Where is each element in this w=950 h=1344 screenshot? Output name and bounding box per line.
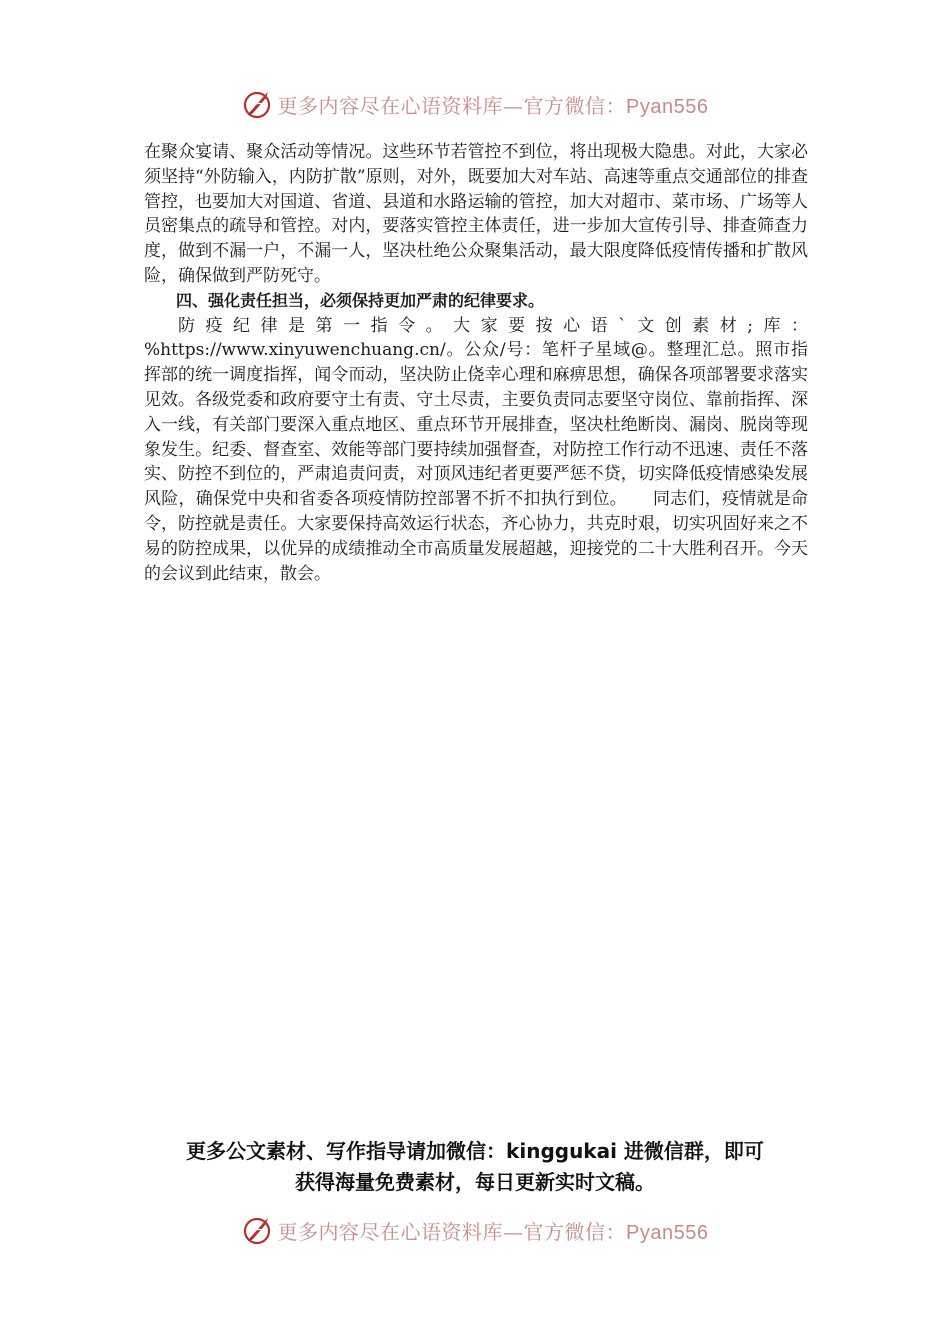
footer-banner-text	[278, 1216, 709, 1245]
header-banner-label: 更多内容尽在心语资料库—官方微信：	[277, 93, 627, 118]
pen-circle-logo-icon	[242, 1214, 274, 1246]
footer-note	[120, 1136, 830, 1198]
section-heading-4: 四、强化责任担当，必须保持更加严肃的纪律要求。	[176, 290, 545, 310]
footer-note-line-2: 获得海量免费素材，每日更新实时文稿。	[295, 1170, 655, 1194]
footer-banner-label: 更多内容尽在心语资料库—官方微信：	[277, 1219, 627, 1244]
paragraph-1: 在聚众宴请、聚众活动等情况。这些环节若管控不到位，将出现极大隐患。对此，大家必须坚持“外防输入，内防扩散”原则，对外，既要加大对车站、高速等重点交通部位的排查管控，也要加大对国道、省道、县道和水路运输的管控，加大对超市、菜市场、广场等人员密集点的疏导和管控。对内，要落实管控主体责任，进一步加大宣传引导、排查筛查力度，做到不漏一户，不漏一人，坚决杜绝公众聚集活动，最大限度降低疫情传播和扩散风险，确保做到严防死守。	[144, 142, 808, 286]
header-banner-text	[278, 90, 709, 119]
document-body	[144, 140, 808, 586]
footer-banner	[0, 1210, 950, 1250]
header-banner	[0, 84, 950, 124]
pen-circle-logo-icon	[242, 88, 274, 120]
paragraph-2: 防疫纪律是第一指令。大家要按心语`文创素材;库：%https://www.xinyuwenchuang.cn/。公众/号：笔杆子星域@。整理汇总。照市指挥部的统一调度指挥，闻令而动，坚决防止侥幸心理和麻痹思想，确保各项部署要求落实见效。各级党委和政府要守土有责、守土尽责，主要负责同志要坚守岗位、靠前指挥、深入一线，有关部门要深入重点地区、重点环节开展排查，坚决杜绝断岗、漏岗、脱岗等现象发生。纪委、督查室、效能等部门要持续加强督查，对防控工作行动不迅速、责任不落实、防控不到位的，严肃追责问责，对顶风违纪者更要严惩不贷，切实降低疫情感染发展风险，确保党中央和省委各项疫情防控部署不折不扣执行到位。 同志们，疫情就是命令，防控就是责任。大家要保持高效运行状态，齐心协力，共克时艰，切实巩固好来之不易的防控成果，以优异的成绩推动全市高质量发展超越，迎接党的二十大胜利召开。今天的会议到此结束，散会。	[144, 315, 808, 584]
header-banner-handle: Pyan556	[626, 95, 709, 118]
footer-note-line-1: 更多公文素材、写作指导请加微信：kinggukai 进微信群，即可	[186, 1139, 764, 1163]
footer-banner-handle: Pyan556	[626, 1221, 709, 1244]
